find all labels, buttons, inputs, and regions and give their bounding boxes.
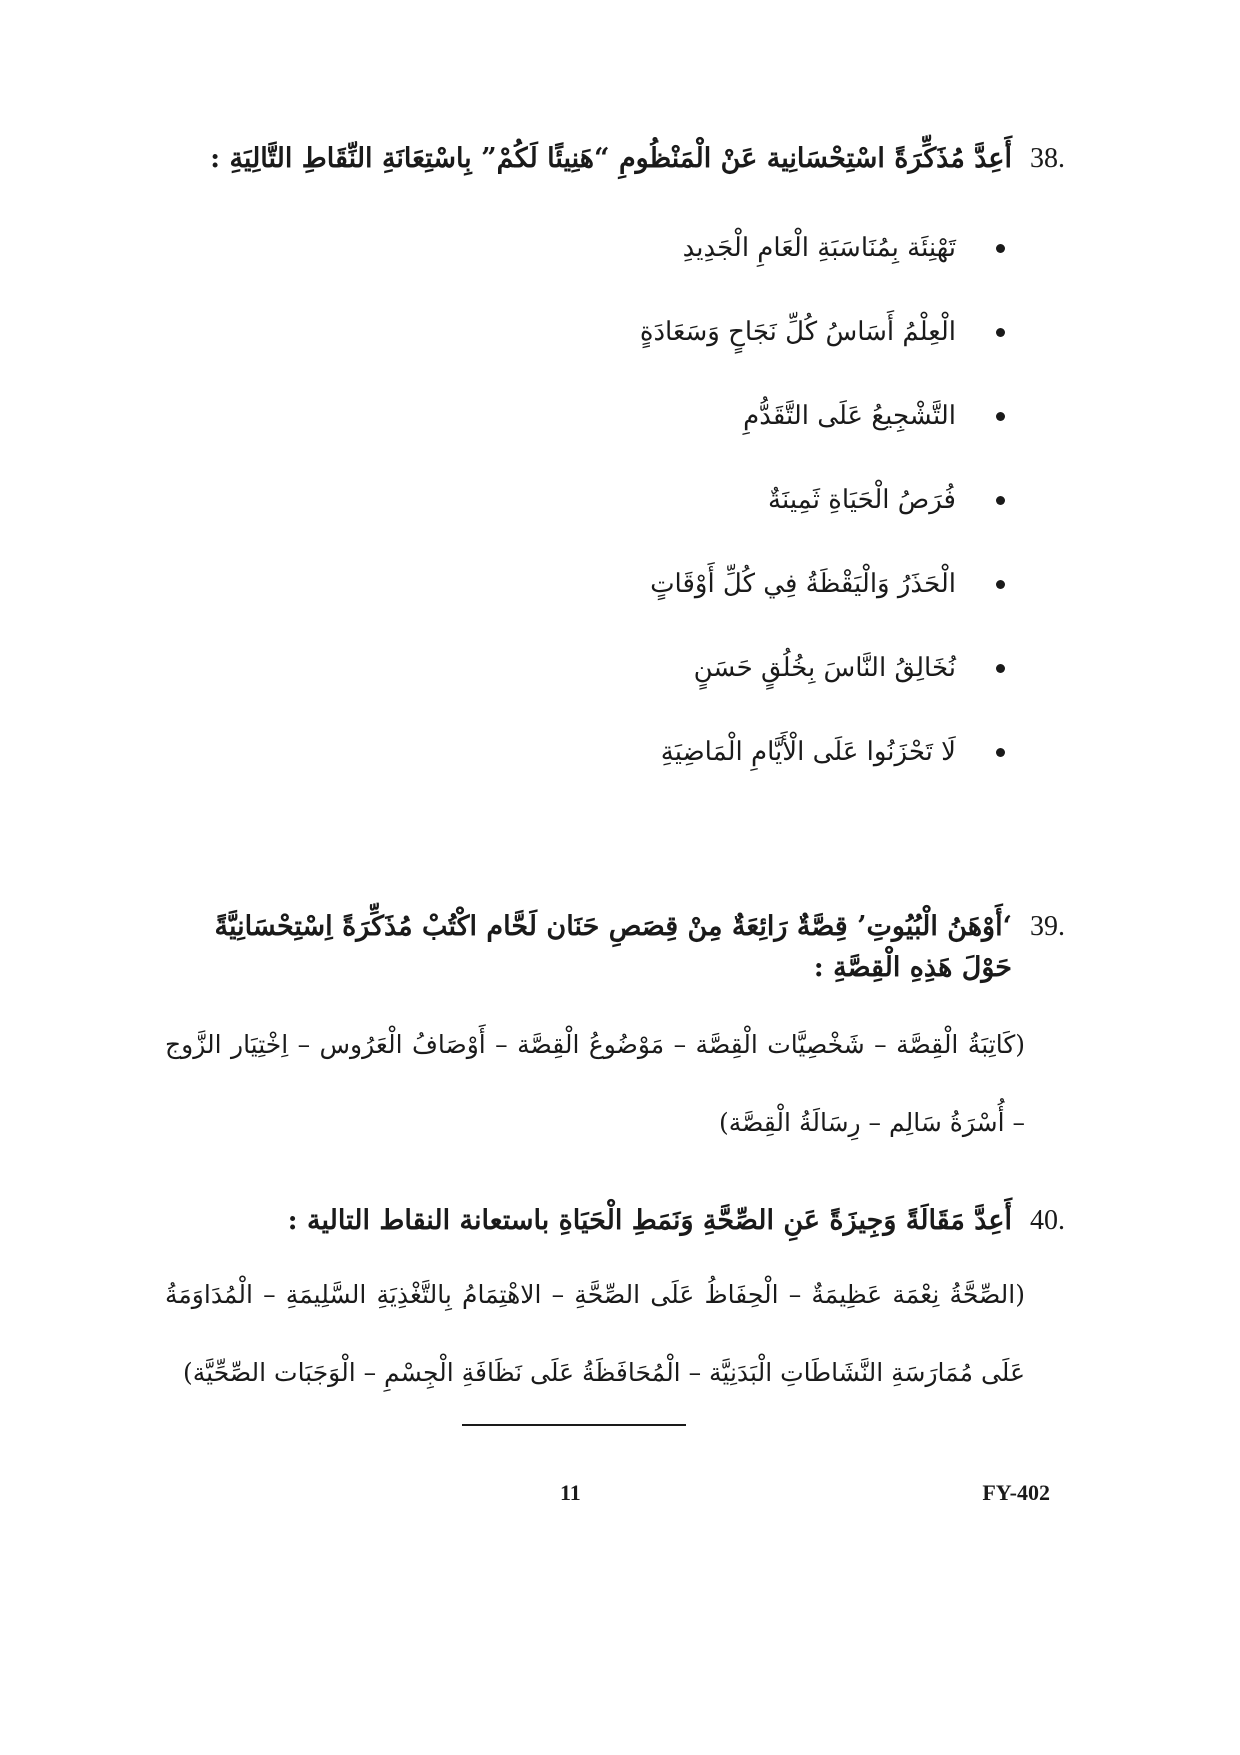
list-item-text: الْحَذَرُ وَالْيَقْظَةُ فِي كُلِّ أَوْقَاتٍ bbox=[650, 569, 956, 599]
question-40-number: 40. bbox=[1030, 1205, 1065, 1236]
bullet-icon bbox=[996, 412, 1005, 421]
bullet-icon bbox=[996, 664, 1005, 673]
question-38-heading bbox=[165, 138, 1065, 180]
list-item bbox=[165, 374, 1065, 458]
list-item bbox=[165, 626, 1065, 710]
question-40-points: (الصِّحَّةُ نِعْمَة عَظِيمَةٌ – الْحِفَاظُ عَلَى الصِّحَّةِ – الاهْتِمَامُ بِالتَّغْذِيَةِ السَّلِيمَةِ – الْمُدَاوَمَةُ عَلَى مُمَارَسَةِ النَّشَاطَاتِ الْبَدَنِيَّة – الْمُحَافَظَةُ عَلَى نَظَافَةِ الْجِسْمِ – الْوَجَبَات الصِّحِّيَّة) bbox=[165, 1280, 1025, 1387]
bullet-icon bbox=[996, 496, 1005, 505]
question-39-heading bbox=[165, 906, 1065, 988]
list-item bbox=[165, 710, 1065, 794]
list-item-text: التَّشْجِيعُ عَلَى التَّقَدُّمِ bbox=[743, 401, 956, 431]
list-item-text: لَا تَحْزَنُوا عَلَى الْأَيَّامِ الْمَاضِيَةِ bbox=[660, 737, 956, 767]
list-item-text: تَهْنِئَة بِمُنَاسَبَةِ الْعَامِ الْجَدِيدِ bbox=[682, 233, 956, 263]
page-number: 11 bbox=[560, 1480, 581, 1505]
list-item-text: الْعِلْمُ أَسَاسُ كُلِّ نَجَاحٍ وَسَعَادَةٍ bbox=[639, 317, 956, 347]
bullet-icon bbox=[996, 328, 1005, 337]
bullet-icon bbox=[996, 244, 1005, 253]
question-40-text: أَعِدَّ مَقَالَةً وَجِيزَةً عَنِ الصِّحَّةِ وَنَمَطِ الْحَيَاةِ باستعانة النقاط التالية : bbox=[287, 1205, 1012, 1236]
question-39 bbox=[165, 906, 1065, 1162]
separator-rule bbox=[462, 1424, 686, 1426]
list-item bbox=[165, 458, 1065, 542]
question-40 bbox=[165, 1200, 1065, 1412]
question-38-text: أَعِدَّ مُذَكِّرَةً اسْتِحْسَانِية عَنْ الْمَنْظُومِ “هَنِيئًا لَكُمْ” بِاسْتِعَانَةِ النِّقَاطِ التَّالِيَةِ : bbox=[210, 143, 1012, 174]
question-39-points: (كَاتِبَةُ الْقِصَّة – شَخْصِيَّات الْقِصَّة – مَوْضُوعُ الْقِصَّة – أَوْصَافُ الْعَرُوس – اِخْتِيَار الزَّوج – أُسْرَةُ سَالِم – رِسَالَةُ الْقِصَّة) bbox=[165, 1030, 1025, 1137]
list-item bbox=[165, 206, 1065, 290]
question-38 bbox=[165, 138, 1065, 794]
bullet-icon bbox=[996, 748, 1005, 757]
exam-code: FY-402 bbox=[982, 1480, 1050, 1505]
bullet-icon bbox=[996, 580, 1005, 589]
list-item-text: فُرَصُ الْحَيَاةِ ثَمِينَةٌ bbox=[768, 485, 956, 515]
question-39-number: 39. bbox=[1030, 911, 1065, 942]
question-40-heading bbox=[165, 1200, 1065, 1242]
question-38-points bbox=[165, 206, 1065, 794]
list-item bbox=[165, 290, 1065, 374]
list-item bbox=[165, 542, 1065, 626]
list-item-text: نُخَالِقُ النَّاسَ بِخُلُقٍ حَسَنٍ bbox=[693, 653, 956, 683]
question-38-number: 38. bbox=[1030, 143, 1065, 174]
question-39-text: ‘أَوْهَنُ الْبُيُوتِ’ قِصَّةٌ رَائِعَةٌ مِنْ قِصَصِ حَنَان لَحَّام اكْتُبْ مُذَكِّرَةً اِسْتِحْسَانِيَّةً حَوْلَ هَذِهِ الْقِصَّةِ : bbox=[214, 911, 1012, 983]
